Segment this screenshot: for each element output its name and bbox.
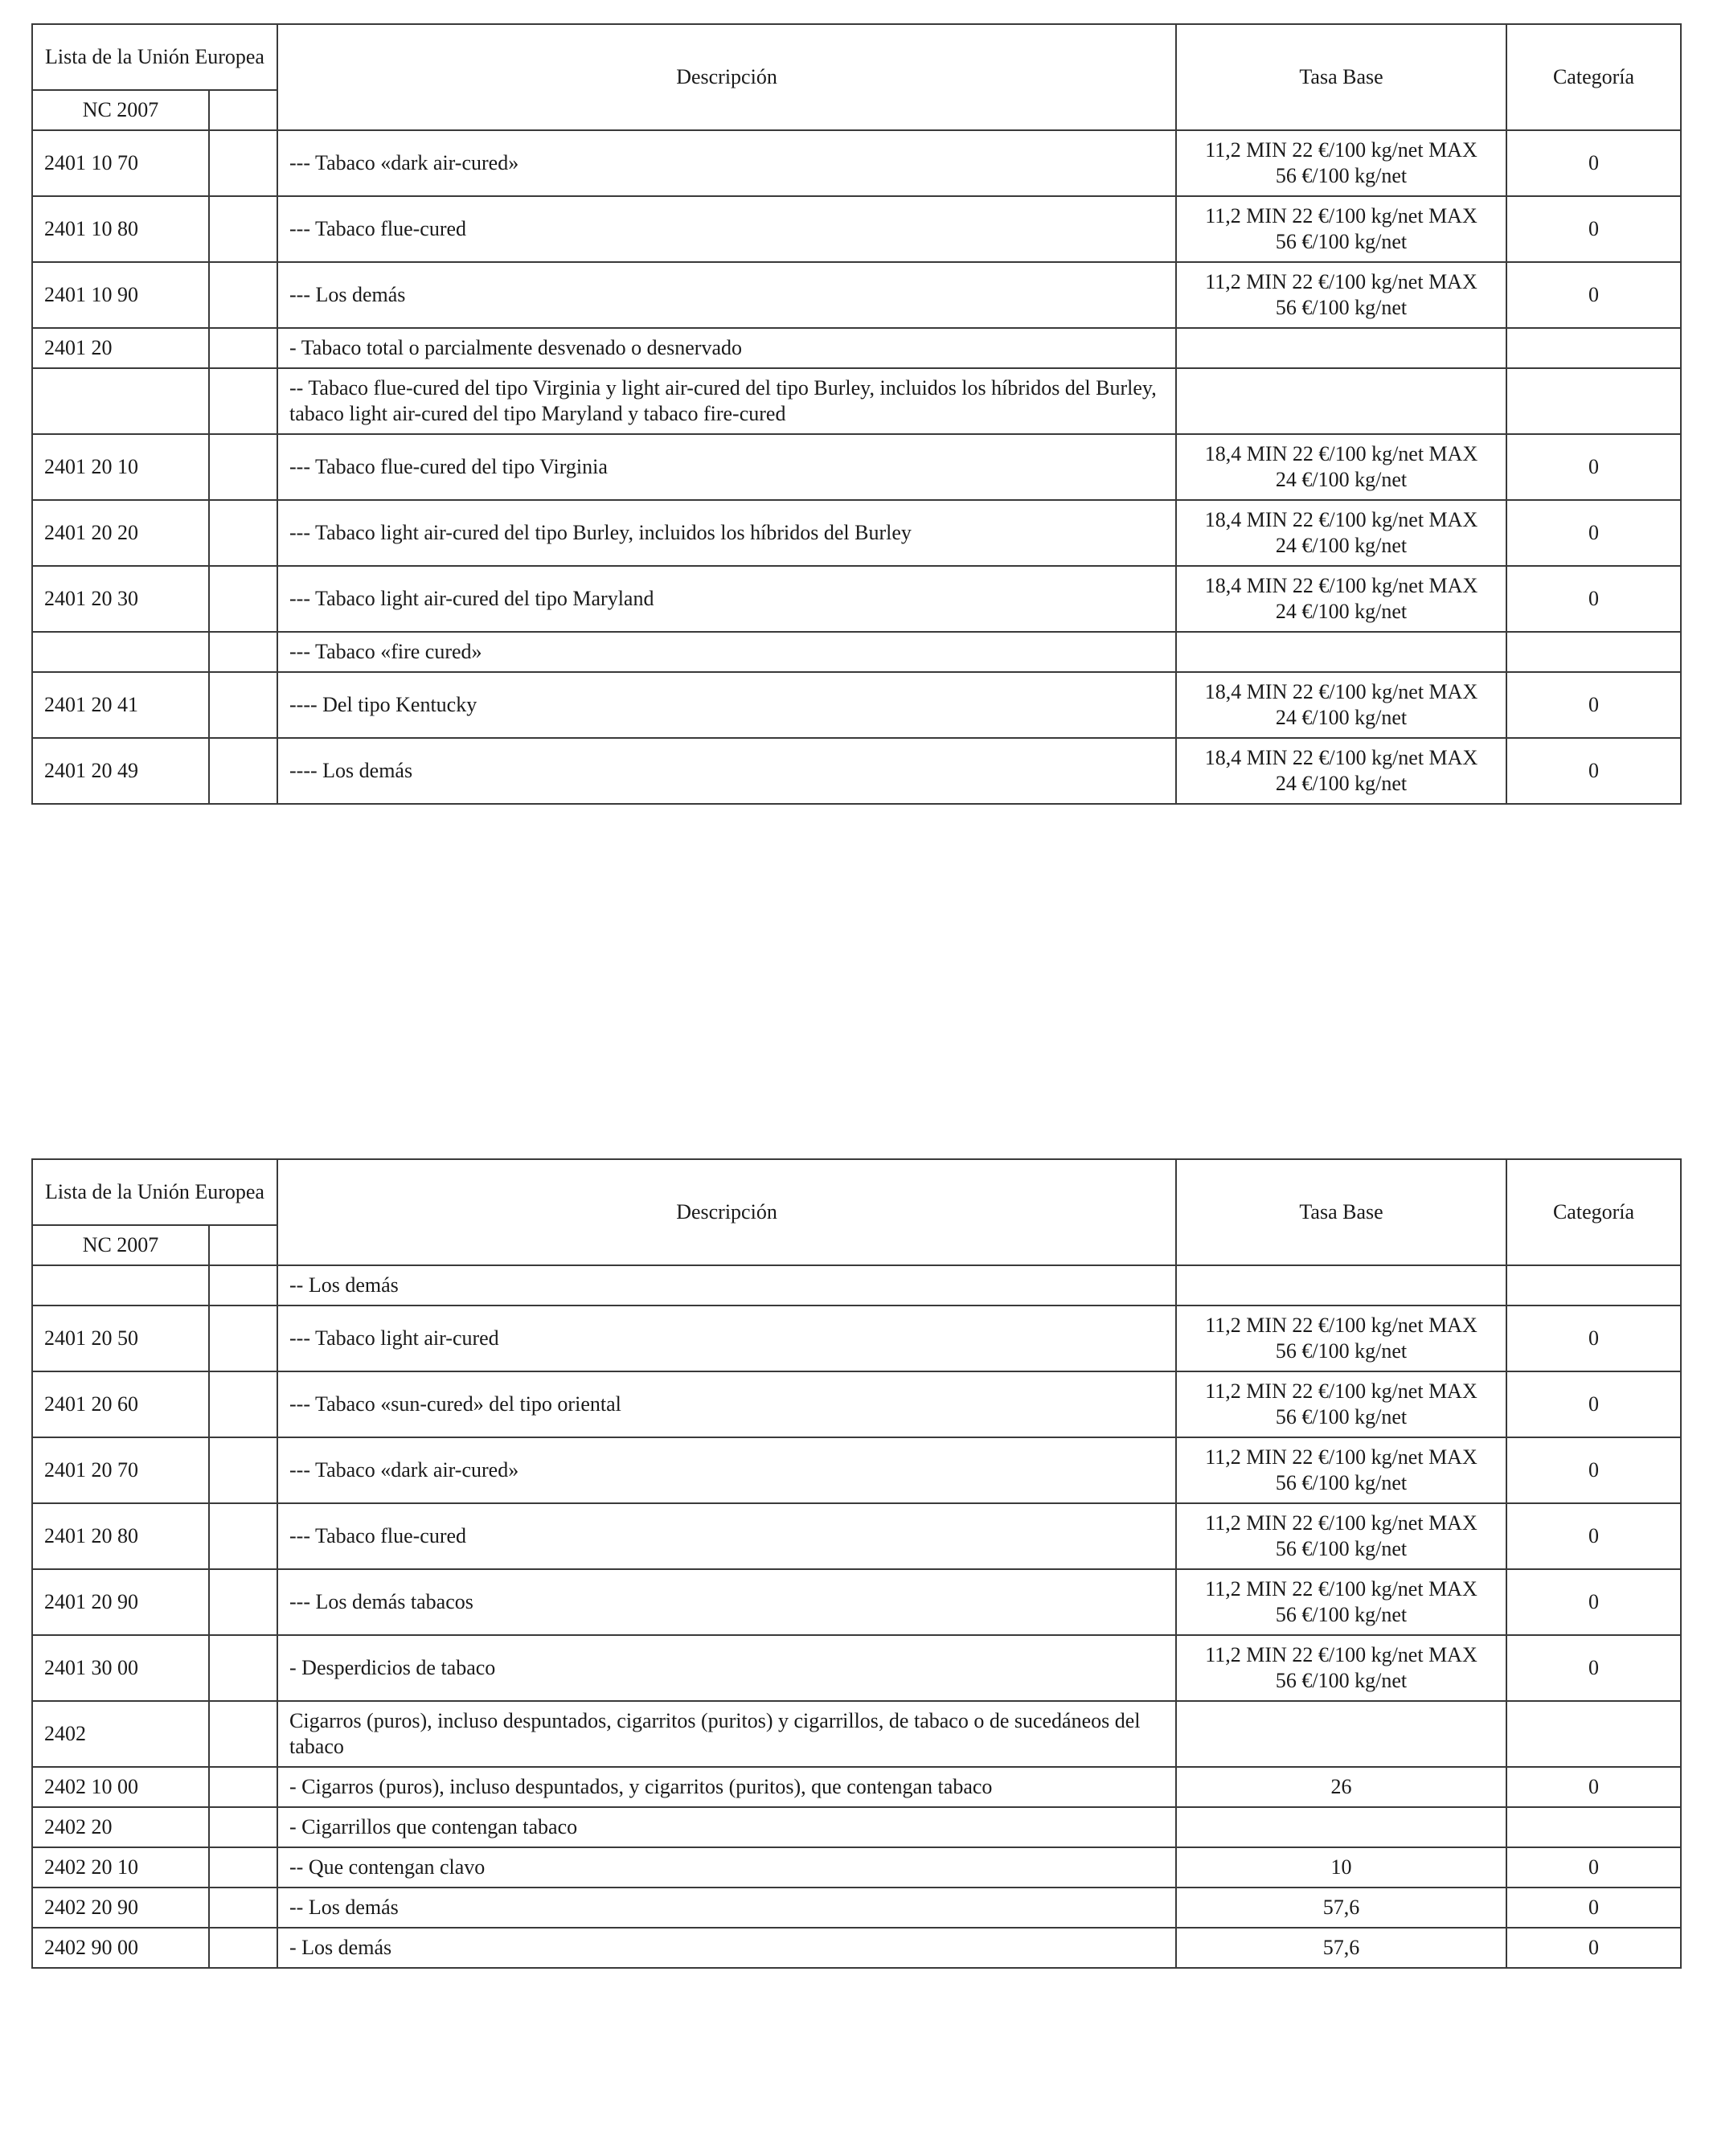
description: --- Tabaco light air-cured del tipo Burley, incluidos los híbridos del Burley [277, 500, 1176, 566]
description: - Cigarros (puros), incluso despuntados, y cigarritos (puritos), que contengan tabaco [277, 1767, 1176, 1807]
base-rate-line: 24 €/100 kg/net [1275, 468, 1408, 491]
description: --- Tabaco «fire cured» [277, 632, 1176, 672]
blank-cell [209, 1569, 277, 1635]
blank-cell [209, 1503, 277, 1569]
table-row [32, 1767, 1681, 1807]
blank-cell [209, 1371, 277, 1437]
nc-code: 2402 10 00 [32, 1767, 209, 1807]
blank-cell [209, 1437, 277, 1503]
base-rate-line: 11,2 MIN 22 €/100 kg/net MAX [1205, 204, 1477, 227]
nc-code: 2402 90 00 [32, 1928, 209, 1968]
description: -- Tabaco flue-cured del tipo Virginia y light air-cured del tipo Burley, incluidos los híbridos del Burley, tabaco light air-cured del tipo Maryland y tabaco fire-cured [277, 368, 1176, 434]
category: 0 [1506, 1888, 1681, 1928]
nc-code: 2401 30 00 [32, 1635, 209, 1701]
category: 0 [1506, 434, 1681, 500]
base-rate [1176, 368, 1506, 434]
description: --- Tabaco flue-cured [277, 196, 1176, 262]
nc-code: 2401 20 70 [32, 1437, 209, 1503]
nc-code: 2401 10 80 [32, 196, 209, 262]
category [1506, 632, 1681, 672]
nc-code: 2402 20 [32, 1807, 209, 1847]
blank-cell [209, 1265, 277, 1305]
base-rate [1176, 632, 1506, 672]
category: 0 [1506, 1569, 1681, 1635]
description: - Los demás [277, 1928, 1176, 1968]
base-rate [1176, 1437, 1506, 1503]
nc-code [32, 368, 209, 434]
base-rate-line: 11,2 MIN 22 €/100 kg/net MAX [1205, 138, 1477, 162]
base-rate-line: 57,6 [1322, 1936, 1360, 1959]
nc-code [32, 632, 209, 672]
description: --- Los demás [277, 262, 1176, 328]
base-rate-line: 56 €/100 kg/net [1275, 1405, 1408, 1428]
category [1506, 368, 1681, 434]
category [1506, 1807, 1681, 1847]
category: 0 [1506, 1503, 1681, 1569]
table-row [32, 368, 1681, 434]
blank-cell [209, 368, 277, 434]
header-description: Descripción [277, 1159, 1176, 1265]
nc-code: 2401 20 90 [32, 1569, 209, 1635]
table-row [32, 1437, 1681, 1503]
description: - Cigarrillos que contengan tabaco [277, 1807, 1176, 1847]
description: --- Tabaco «dark air-cured» [277, 1437, 1176, 1503]
base-rate-line: 56 €/100 kg/net [1275, 1537, 1408, 1560]
category: 0 [1506, 500, 1681, 566]
table-row [32, 500, 1681, 566]
category: 0 [1506, 262, 1681, 328]
category: 0 [1506, 1305, 1681, 1371]
blank-cell [209, 262, 277, 328]
description: --- Tabaco «sun-cured» del tipo oriental [277, 1371, 1176, 1437]
base-rate-line: 56 €/100 kg/net [1275, 1471, 1408, 1494]
blank-cell [209, 566, 277, 632]
table-row [32, 632, 1681, 672]
description: --- Los demás tabacos [277, 1569, 1176, 1635]
base-rate-line: 26 [1330, 1775, 1352, 1798]
description: --- Tabaco light air-cured del tipo Maryland [277, 566, 1176, 632]
description: --- Tabaco «dark air-cured» [277, 130, 1176, 196]
blank-cell [209, 1767, 277, 1807]
base-rate-line: 56 €/100 kg/net [1275, 1603, 1408, 1626]
category: 0 [1506, 672, 1681, 738]
description: - Tabaco total o parcialmente desvenado o desnervado [277, 328, 1176, 368]
base-rate [1176, 738, 1506, 804]
base-rate [1176, 196, 1506, 262]
description: --- Tabaco flue-cured [277, 1503, 1176, 1569]
blank-cell [209, 130, 277, 196]
nc-code: 2401 20 20 [32, 500, 209, 566]
blank-cell [209, 1701, 277, 1767]
nc-code: 2401 20 41 [32, 672, 209, 738]
base-rate-line: 10 [1330, 1855, 1352, 1879]
nc-code: 2401 10 90 [32, 262, 209, 328]
base-rate [1176, 566, 1506, 632]
nc-code: 2401 20 10 [32, 434, 209, 500]
base-rate-line: 11,2 MIN 22 €/100 kg/net MAX [1205, 270, 1477, 293]
base-rate-line: 11,2 MIN 22 €/100 kg/net MAX [1205, 1445, 1477, 1469]
blank-cell [209, 738, 277, 804]
nc-code [32, 1265, 209, 1305]
description: - Desperdicios de tabaco [277, 1635, 1176, 1701]
base-rate-line: 18,4 MIN 22 €/100 kg/net MAX [1204, 574, 1478, 597]
blank-cell [209, 632, 277, 672]
category: 0 [1506, 1847, 1681, 1888]
base-rate-line: 56 €/100 kg/net [1275, 230, 1408, 253]
base-rate-line: 11,2 MIN 22 €/100 kg/net MAX [1205, 1577, 1477, 1601]
table-row [32, 1305, 1681, 1371]
table-row [32, 262, 1681, 328]
tariff-table-1-body [32, 24, 1681, 804]
header-description: Descripción [277, 24, 1176, 130]
base-rate [1176, 434, 1506, 500]
base-rate [1176, 1807, 1506, 1847]
category: 0 [1506, 196, 1681, 262]
nc-code: 2401 20 49 [32, 738, 209, 804]
category: 0 [1506, 1437, 1681, 1503]
base-rate [1176, 1888, 1506, 1928]
category: 0 [1506, 130, 1681, 196]
table-row [32, 738, 1681, 804]
nc-code: 2402 20 10 [32, 1847, 209, 1888]
table-row [32, 1503, 1681, 1569]
blank-cell [209, 672, 277, 738]
base-rate-line: 24 €/100 kg/net [1275, 706, 1408, 729]
category [1506, 328, 1681, 368]
table-row [32, 1888, 1681, 1928]
header-blank-cell [209, 90, 277, 130]
category: 0 [1506, 1928, 1681, 1968]
base-rate-line: 56 €/100 kg/net [1275, 164, 1408, 187]
blank-cell [209, 500, 277, 566]
category: 0 [1506, 738, 1681, 804]
table-row [32, 1928, 1681, 1968]
nc-code: 2401 20 60 [32, 1371, 209, 1437]
base-rate [1176, 1265, 1506, 1305]
table-row [32, 130, 1681, 196]
blank-cell [209, 1888, 277, 1928]
header-nc-label: NC 2007 [32, 90, 209, 130]
nc-code: 2401 10 70 [32, 130, 209, 196]
base-rate-line: 11,2 MIN 22 €/100 kg/net MAX [1205, 1511, 1477, 1535]
description: ---- Del tipo Kentucky [277, 672, 1176, 738]
table-row [32, 434, 1681, 500]
category: 0 [1506, 566, 1681, 632]
base-rate [1176, 1371, 1506, 1437]
table-row [32, 1569, 1681, 1635]
base-rate [1176, 1928, 1506, 1968]
tariff-table-2 [31, 1158, 1682, 1969]
base-rate-line: 11,2 MIN 22 €/100 kg/net MAX [1205, 1379, 1477, 1403]
base-rate-line: 11,2 MIN 22 €/100 kg/net MAX [1205, 1643, 1477, 1666]
base-rate [1176, 1305, 1506, 1371]
table-row [32, 1265, 1681, 1305]
base-rate [1176, 1503, 1506, 1569]
table-row [32, 1701, 1681, 1767]
base-rate [1176, 262, 1506, 328]
base-rate-line: 24 €/100 kg/net [1275, 600, 1408, 623]
base-rate-line: 56 €/100 kg/net [1275, 1669, 1408, 1692]
header-blank-cell [209, 1225, 277, 1265]
base-rate-line: 11,2 MIN 22 €/100 kg/net MAX [1205, 1314, 1477, 1337]
tariff-table-2-body [32, 1159, 1681, 1968]
category: 0 [1506, 1767, 1681, 1807]
nc-code: 2401 20 [32, 328, 209, 368]
description: -- Que contengan clavo [277, 1847, 1176, 1888]
base-rate [1176, 328, 1506, 368]
table-row [32, 1807, 1681, 1847]
table-row [32, 566, 1681, 632]
blank-cell [209, 1807, 277, 1847]
blank-cell [209, 1305, 277, 1371]
category [1506, 1701, 1681, 1767]
header-base-rate: Tasa Base [1176, 1159, 1506, 1265]
header-nc-label: NC 2007 [32, 1225, 209, 1265]
category: 0 [1506, 1635, 1681, 1701]
base-rate-line: 56 €/100 kg/net [1275, 1339, 1408, 1363]
base-rate [1176, 1767, 1506, 1807]
description: ---- Los demás [277, 738, 1176, 804]
table-row [32, 672, 1681, 738]
description: --- Tabaco flue-cured del tipo Virginia [277, 434, 1176, 500]
tariff-table-1 [31, 23, 1682, 805]
base-rate [1176, 500, 1506, 566]
blank-cell [209, 196, 277, 262]
base-rate [1176, 1569, 1506, 1635]
header-list-label: Lista de la Unión Europea [32, 1159, 277, 1225]
base-rate [1176, 1847, 1506, 1888]
blank-cell [209, 434, 277, 500]
category: 0 [1506, 1371, 1681, 1437]
blank-cell [209, 1847, 277, 1888]
table-row [32, 1371, 1681, 1437]
base-rate-line: 18,4 MIN 22 €/100 kg/net MAX [1204, 680, 1478, 703]
table-row [32, 196, 1681, 262]
base-rate-line: 18,4 MIN 22 €/100 kg/net MAX [1204, 442, 1478, 465]
description: -- Los demás [277, 1888, 1176, 1928]
table-row [32, 1635, 1681, 1701]
description: -- Los demás [277, 1265, 1176, 1305]
table-row [32, 1847, 1681, 1888]
blank-cell [209, 1635, 277, 1701]
header-category: Categoría [1506, 24, 1681, 130]
base-rate-line: 24 €/100 kg/net [1275, 772, 1408, 795]
base-rate-line: 56 €/100 kg/net [1275, 296, 1408, 319]
nc-code: 2401 20 80 [32, 1503, 209, 1569]
nc-code: 2401 20 30 [32, 566, 209, 632]
nc-code: 2402 [32, 1701, 209, 1767]
base-rate [1176, 1701, 1506, 1767]
base-rate-line: 18,4 MIN 22 €/100 kg/net MAX [1204, 746, 1478, 769]
header-category: Categoría [1506, 1159, 1681, 1265]
base-rate [1176, 130, 1506, 196]
nc-code: 2401 20 50 [32, 1305, 209, 1371]
base-rate-line: 57,6 [1322, 1896, 1360, 1919]
base-rate-line: 18,4 MIN 22 €/100 kg/net MAX [1204, 508, 1478, 531]
base-rate [1176, 1635, 1506, 1701]
blank-cell [209, 328, 277, 368]
header-list-label: Lista de la Unión Europea [32, 24, 277, 90]
header-base-rate: Tasa Base [1176, 24, 1506, 130]
description: --- Tabaco light air-cured [277, 1305, 1176, 1371]
nc-code: 2402 20 90 [32, 1888, 209, 1928]
description: Cigarros (puros), incluso despuntados, cigarritos (puritos) y cigarrillos, de tabaco o de sucedáneos del tabaco [277, 1701, 1176, 1767]
table-row [32, 328, 1681, 368]
base-rate-line: 24 €/100 kg/net [1275, 534, 1408, 557]
blank-cell [209, 1928, 277, 1968]
base-rate [1176, 672, 1506, 738]
category [1506, 1265, 1681, 1305]
